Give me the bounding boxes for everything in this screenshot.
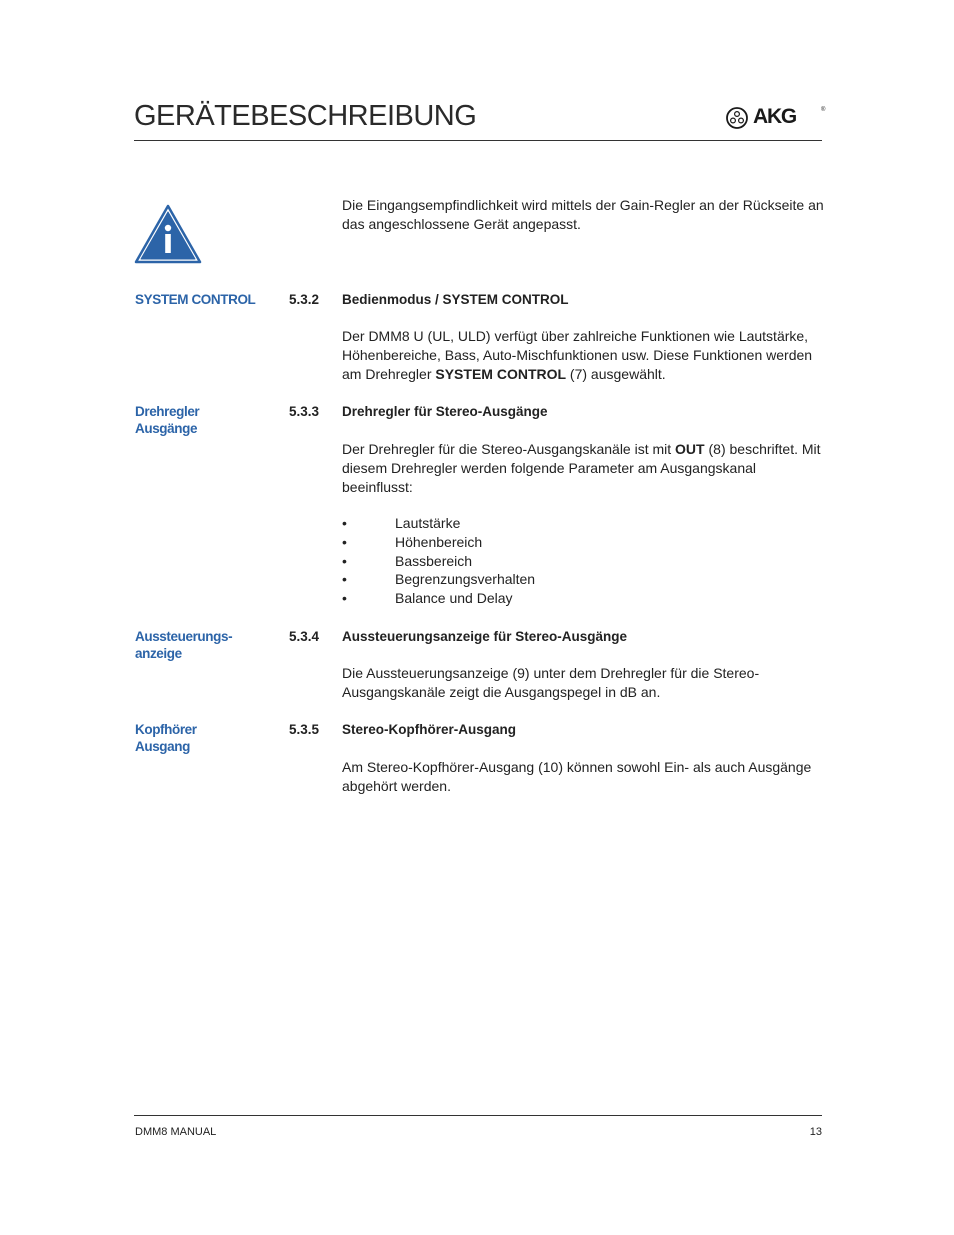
info-icon (133, 203, 203, 265)
side-label-drehregler: Drehregler Ausgänge (135, 404, 200, 436)
side-label-system-control: SYSTEM CONTROL (135, 292, 256, 307)
section-body: Die Aussteuerungsanzeige (9) unter dem Drehregler für die Stereo-Ausgangskanäle zeigt die Ausgangspegel in dB an. (342, 665, 760, 700)
akg-emblem-icon (726, 107, 748, 129)
footer-manual-name: DMM8 MANUAL (135, 1126, 217, 1138)
section-body: Der DMM8 U (UL, ULD) verfügt über zahlreiche Funktionen wie Lautstärke, Höhenbereiche, Bass, Auto-Mischfunktionen usw. Diese Funktionen werden am Drehregler SYSTEM CONTROL (7) ausgewählt. (342, 328, 813, 382)
section-heading: Drehregler für Stereo-Ausgänge (342, 404, 548, 419)
akg-logo (726, 106, 826, 130)
intro-text: Die Eingangsempfindlichkeit wird mittels der Gain-Regler an der Rückseite an das angeschlossene Gerät angepasst. (342, 197, 824, 232)
section-number: 5.3.4 (289, 629, 320, 644)
footer-divider (134, 1115, 822, 1116)
side-label-kopfhoerer: Kopfhörer Ausgang (135, 722, 197, 754)
section-heading: Bedienmodus / SYSTEM CONTROL (342, 292, 569, 307)
section-body: Am Stereo-Kopfhörer-Ausgang (10) können sowohl Ein- als auch Ausgänge abgehört werden. (342, 759, 812, 794)
side-label-aussteuerungsanzeige: Aussteuerungs- anzeige (135, 629, 233, 661)
logo-trademark: ® (821, 107, 826, 113)
header-divider (134, 140, 822, 141)
section-heading: Stereo-Kopfhörer-Ausgang (342, 722, 517, 737)
section-number: 5.3.5 (289, 722, 320, 737)
page-title: GERÄTEBESCHREIBUNG (134, 100, 477, 132)
section-heading: Aussteuerungsanzeige für Stereo-Ausgänge (342, 629, 628, 644)
page-number: 13 (809, 1126, 822, 1138)
logo-text: AKG (753, 105, 797, 128)
section-number: 5.3.3 (289, 404, 320, 419)
section-number: 5.3.2 (289, 292, 320, 307)
section-body: Der Drehregler für die Stereo-Ausgangskanäle ist mit OUT (8) beschriftet. Mit diesem Drehregler werden folgende Parameter am Ausgangskanal beeinflusst: (342, 441, 821, 495)
